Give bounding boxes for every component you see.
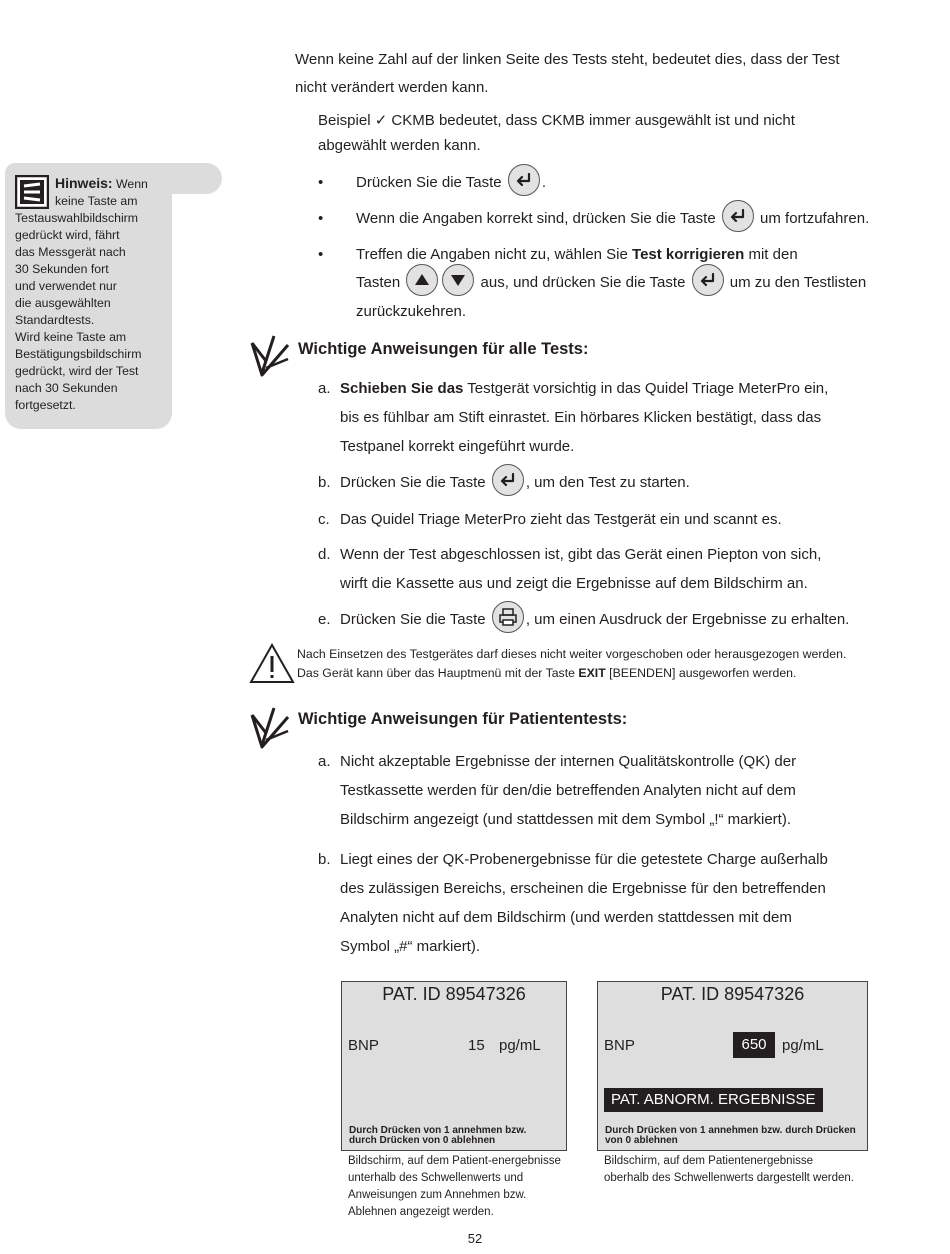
bullet-dot: • bbox=[318, 246, 324, 263]
bullet-text: Wenn die Angaben korrekt sind, drücken Sie die Taste bbox=[356, 210, 716, 227]
note-line: 30 Sekunden fort bbox=[15, 262, 109, 276]
note-line: Bestätigungsbildschirm bbox=[15, 347, 142, 361]
note-line: nach 30 Sekunden bbox=[15, 381, 118, 395]
list-item-a-line2: Testkassette werden für den/die betreffenden Analyten nicht auf dem bbox=[340, 782, 796, 799]
screen-unit: pg/mL bbox=[499, 1037, 541, 1054]
list-label: a. bbox=[318, 753, 331, 770]
note-line: das Messgerät nach bbox=[15, 245, 126, 259]
screen-value: 15 bbox=[468, 1037, 485, 1054]
screen-unit: pg/mL bbox=[782, 1037, 824, 1054]
list-item-a-line3: Testpanel korrekt eingeführt wurde. bbox=[340, 438, 575, 455]
list-item-d-line2: wirft die Kassette aus und zeigt die Ergebnisse auf dem Bildschirm an. bbox=[340, 575, 808, 592]
bullet-text: um fortzufahren. bbox=[760, 210, 870, 227]
note-line: und verwendet nur bbox=[15, 279, 117, 293]
device-screen-above-threshold bbox=[597, 981, 868, 1151]
note-text bbox=[15, 175, 165, 414]
screen-footer-line: Durch Drücken von 1 annehmen bzw. durch Drücken bbox=[605, 1125, 856, 1136]
bullet-3-line2 bbox=[356, 268, 866, 297]
list-label: c. bbox=[318, 511, 330, 528]
bullet-text: . bbox=[541, 174, 546, 191]
enter-key-icon bbox=[722, 200, 754, 232]
list-bold: Schieben Sie das bbox=[340, 380, 464, 397]
page-number: 52 bbox=[467, 1231, 483, 1246]
warning-line: Das Gerät kann über das Hauptmenü mit der Taste bbox=[297, 666, 575, 680]
device-screen-below-threshold bbox=[341, 981, 567, 1151]
screen-caption bbox=[348, 1153, 568, 1221]
caption-line: oberhalb des Schwellenwerts dargestellt werden. bbox=[604, 1172, 854, 1184]
enter-key-icon bbox=[692, 264, 724, 296]
list-item-b: Liegt eines der QK-Probenergebnisse für die getestete Charge außerhalb bbox=[340, 851, 828, 868]
list-text: Drücken Sie die Taste bbox=[340, 611, 486, 628]
bullet-text: aus, und drücken Sie die Taste bbox=[480, 274, 686, 291]
screen-analyte: BNP bbox=[604, 1037, 635, 1054]
list-item-a: Nicht akzeptable Ergebnisse der internen Qualitätskontrolle (QK) der bbox=[340, 753, 797, 770]
list-text: , um einen Ausdruck der Ergebnisse zu erhalten. bbox=[525, 611, 850, 628]
list-item-a-line2: bis es fühlbar am Stift einrastet. Ein hörbares Klicken bestätigt, dass das bbox=[340, 409, 822, 426]
list-label: a. bbox=[318, 380, 331, 397]
down-arrow-key-icon bbox=[442, 264, 474, 296]
warning-bold: EXIT bbox=[578, 666, 606, 680]
screen-value-highlight: 650 bbox=[733, 1032, 775, 1058]
caption-line: Bildschirm, auf dem Patientenergebnisse bbox=[604, 1155, 814, 1167]
list-item-b-line2: des zulässigen Bereichs, erscheinen die Ergebnisse für den betreffenden bbox=[340, 880, 826, 897]
list-label: e. bbox=[318, 611, 331, 628]
bullet-text: Drücken Sie die Taste bbox=[356, 174, 502, 191]
bullet-text: Tasten bbox=[356, 274, 401, 291]
caption-line: Bildschirm, auf dem Patient-energebnisse bbox=[348, 1155, 561, 1167]
section2-heading: Wichtige Anweisungen für Patiententests: bbox=[298, 710, 628, 728]
bullet-text: Treffen die Angaben nicht zu, wählen Sie bbox=[356, 246, 628, 263]
bullet-bold: Test korrigieren bbox=[632, 246, 745, 263]
list-item-e bbox=[340, 605, 849, 634]
screen-title: PAT. ID 89547326 bbox=[382, 984, 526, 1004]
caption-line: Ablehnen angezeigt werden. bbox=[348, 1206, 494, 1218]
warning-line: [BEENDEN] ausgeworfen werden. bbox=[609, 666, 797, 680]
note-line: keine Taste am bbox=[55, 194, 138, 208]
note-line: Testauswahlbildschirm bbox=[15, 211, 139, 225]
note-line: Wenn bbox=[116, 177, 148, 191]
list-item-b-line3: Analyten nicht auf dem Bildschirm (und werden stattdessen mit dem bbox=[340, 909, 792, 926]
enter-key-icon bbox=[492, 464, 524, 496]
bullet-text: mit den bbox=[748, 246, 798, 263]
bullet-2 bbox=[356, 204, 869, 233]
checkmark-pen-icon bbox=[248, 333, 292, 379]
list-item-b bbox=[340, 468, 690, 497]
list-item-b-line4: Symbol „#“ markiert). bbox=[340, 938, 481, 955]
enter-key-icon bbox=[508, 164, 540, 196]
caption-line: Anweisungen zum Annehmen bzw. bbox=[348, 1189, 527, 1201]
list-text: Testgerät vorsichtig in das Quidel Triage MeterPro ein, bbox=[467, 380, 829, 397]
warning-triangle-icon bbox=[249, 643, 295, 684]
list-label: b. bbox=[318, 474, 331, 491]
list-item-c: Das Quidel Triage MeterPro zieht das Testgerät ein und scannt es. bbox=[340, 511, 782, 528]
abnormal-results-banner: PAT. ABNORM. ERGEBNISSE bbox=[604, 1088, 823, 1112]
bullet-dot: • bbox=[318, 174, 324, 191]
warning-line: Nach Einsetzen des Testgerätes darf dieses nicht weiter vorgeschoben oder herausgezogen werden. bbox=[297, 647, 847, 661]
screen-analyte: BNP bbox=[348, 1037, 379, 1054]
bullet-dot: • bbox=[318, 210, 324, 227]
screen-footer bbox=[349, 1126, 526, 1146]
intro-line: nicht verändert werden kann. bbox=[295, 79, 489, 96]
note-line: die ausgewählten bbox=[15, 296, 111, 310]
list-text: , um den Test zu starten. bbox=[525, 474, 690, 491]
note-title: Hinweis: bbox=[55, 175, 113, 191]
note-icon bbox=[15, 175, 49, 209]
note-line: gedrückt, wird der Test bbox=[15, 364, 139, 378]
list-label: d. bbox=[318, 546, 331, 563]
screen-footer-line: Durch Drücken von 1 annehmen bzw. bbox=[349, 1125, 527, 1136]
caption-line: unterhalb des Schwellenwerts und bbox=[348, 1172, 524, 1184]
example-line: abgewählt werden kann. bbox=[318, 137, 481, 154]
note-line: fortgesetzt. bbox=[15, 398, 76, 412]
screen-caption bbox=[604, 1153, 874, 1187]
screen-footer-line: durch Drücken von 0 ablehnen bbox=[349, 1135, 496, 1146]
bullet-text: um zu den Testlisten bbox=[729, 274, 867, 291]
intro-line: Wenn keine Zahl auf der linken Seite des Tests steht, bedeutet dies, dass der Test bbox=[295, 51, 840, 68]
up-arrow-key-icon bbox=[406, 264, 438, 296]
print-key-icon bbox=[492, 601, 524, 633]
screen-footer-line: von 0 ablehnen bbox=[605, 1135, 678, 1146]
screen-title: PAT. ID 89547326 bbox=[660, 984, 805, 1004]
list-item-d: Wenn der Test abgeschlossen ist, gibt das Gerät einen Piepton von sich, bbox=[340, 546, 822, 563]
bullet-1 bbox=[356, 168, 546, 197]
checkmark-pen-icon bbox=[248, 705, 292, 751]
note-line: Standardtests. bbox=[15, 313, 95, 327]
section1-heading: Wichtige Anweisungen für alle Tests: bbox=[298, 340, 589, 358]
list-text: Drücken Sie die Taste bbox=[340, 474, 486, 491]
bullet-3-line3: zurückzukehren. bbox=[356, 303, 467, 320]
screen-footer bbox=[605, 1126, 856, 1146]
note-line: gedrückt wird, fährt bbox=[15, 228, 120, 242]
list-item-a-line3: Bildschirm angezeigt (und stattdessen mit dem Symbol „!“ markiert). bbox=[340, 811, 791, 828]
note-line: Wird keine Taste am bbox=[15, 330, 127, 344]
list-label: b. bbox=[318, 851, 331, 868]
example-line: Beispiel ✓ CKMB bedeutet, dass CKMB immer ausgewählt ist und nicht bbox=[318, 112, 795, 129]
warning-text bbox=[297, 645, 897, 683]
list-item-a bbox=[340, 374, 828, 403]
